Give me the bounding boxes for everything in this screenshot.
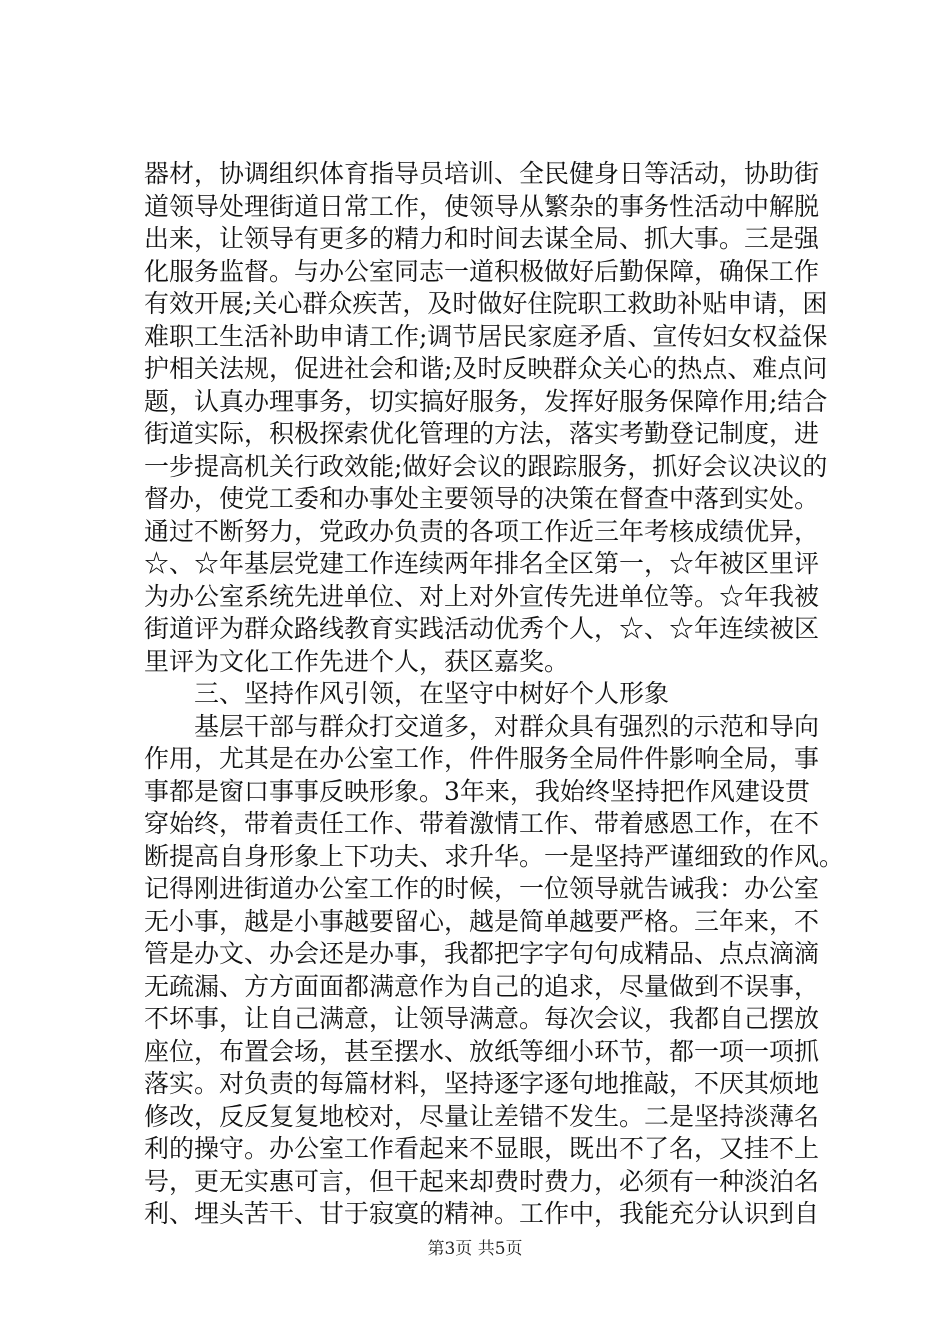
- text-line: ☆、☆年基层党建工作连续两年排名全区第一，☆年被区里评: [144, 549, 820, 578]
- text-line: 记得刚进街道办公室工作的时候，一位领导就告诫我：办公室: [144, 874, 820, 903]
- text-line: 不坏事，让自己满意，让领导满意。每次会议，我都自己摆放: [144, 1004, 820, 1033]
- text-line: 督办，使党工委和办事处主要领导的决策在督查中落到实处。: [144, 484, 820, 513]
- text-line: 落实。对负责的每篇材料，坚持逐字逐句地推敲，不厌其烦地: [144, 1069, 820, 1098]
- text-line: 出来，让领导有更多的精力和时间去谋全局、抓大事。三是强: [144, 224, 820, 253]
- text-line: 有效开展;关心群众疾苦，及时做好住院职工救助补贴申请，困: [144, 289, 828, 318]
- text-line: 街道实际，积极探索优化管理的方法，落实考勤登记制度，进: [144, 419, 820, 448]
- text-line: 管是办文、办会还是办事，我都把字字句句成精品、点点滴滴: [144, 939, 820, 968]
- text-line: 无小事，越是小事越要留心，越是简单越要严格。三年来，不: [144, 906, 820, 936]
- text-line: 无疏漏、方方面面都满意作为自己的追求，尽量做到不误事，: [144, 971, 820, 1001]
- text-line: 断提高自身形象上下功夫、求升华。一是坚持严谨细致的作风。: [144, 841, 844, 871]
- text-line: 座位，布置会场，甚至摆水、放纸等细小环节，都一项一项抓: [144, 1036, 820, 1066]
- text-line: 作用，尤其是在办公室工作，件件服务全局件件影响全局，事: [144, 744, 820, 773]
- text-line: 号，更无实惠可言，但干起来却费时费力，必须有一种淡泊名: [144, 1166, 820, 1196]
- text-line: 利的操守。办公室工作看起来不显眼，既出不了名，又挂不上: [144, 1134, 820, 1163]
- text-line: 穿始终，带着责任工作、带着激情工作、带着感恩工作，在不: [144, 809, 820, 838]
- text-line: 题，认真办理事务，切实搞好服务，发挥好服务保障作用;结合: [144, 386, 828, 416]
- text-line: 利、埋头苦干、甘于寂寞的精神。工作中，我能充分认识到自: [144, 1199, 820, 1228]
- text-line: 一步提高机关行政效能;做好会议的跟踪服务，抓好会议决议的: [144, 451, 828, 481]
- text-line: 通过不断努力，党政办负责的各项工作近三年考核成绩优异，: [144, 516, 820, 546]
- document-body: [144, 158, 844, 1231]
- text-line: 道领导处理街道日常工作，使领导从繁杂的事务性活动中解脱: [144, 191, 820, 221]
- text-line: 护相关法规，促进社会和谐;及时反映群众关心的热点、难点问: [144, 354, 828, 383]
- text-line: 器材，协调组织体育指导员培训、全民健身日等活动，协助街: [144, 159, 820, 188]
- text-line: 事都是窗口事事反映形象。3年来，我始终坚持把作风建设贯: [144, 776, 810, 806]
- text-line: 街道评为群众路线教育实践活动优秀个人，☆、☆年连续被区: [144, 614, 820, 643]
- text-line: 化服务监督。与办公室同志一道积极做好后勤保障，确保工作: [144, 256, 820, 286]
- text-line: 修改，反反复复地校对，尽量让差错不发生。二是坚持淡薄名: [144, 1101, 820, 1131]
- page-footer: [0, 1238, 950, 1260]
- text-line: 为办公室系统先进单位、对上对外宣传先进单位等。☆年我被: [144, 581, 820, 611]
- text-line: 难职工生活补助申请工作;调节居民家庭矛盾、宣传妇女权益保: [144, 321, 828, 351]
- text-line: 三、坚持作风引领，在坚守中树好个人形象: [144, 679, 670, 708]
- page-number-label: 第3页 共5页: [427, 1239, 523, 1259]
- text-line: 里评为文化工作先进个人，获区嘉奖。: [144, 646, 570, 676]
- text-line: 基层干部与群众打交道多，对群众具有强烈的示范和导向: [144, 711, 820, 741]
